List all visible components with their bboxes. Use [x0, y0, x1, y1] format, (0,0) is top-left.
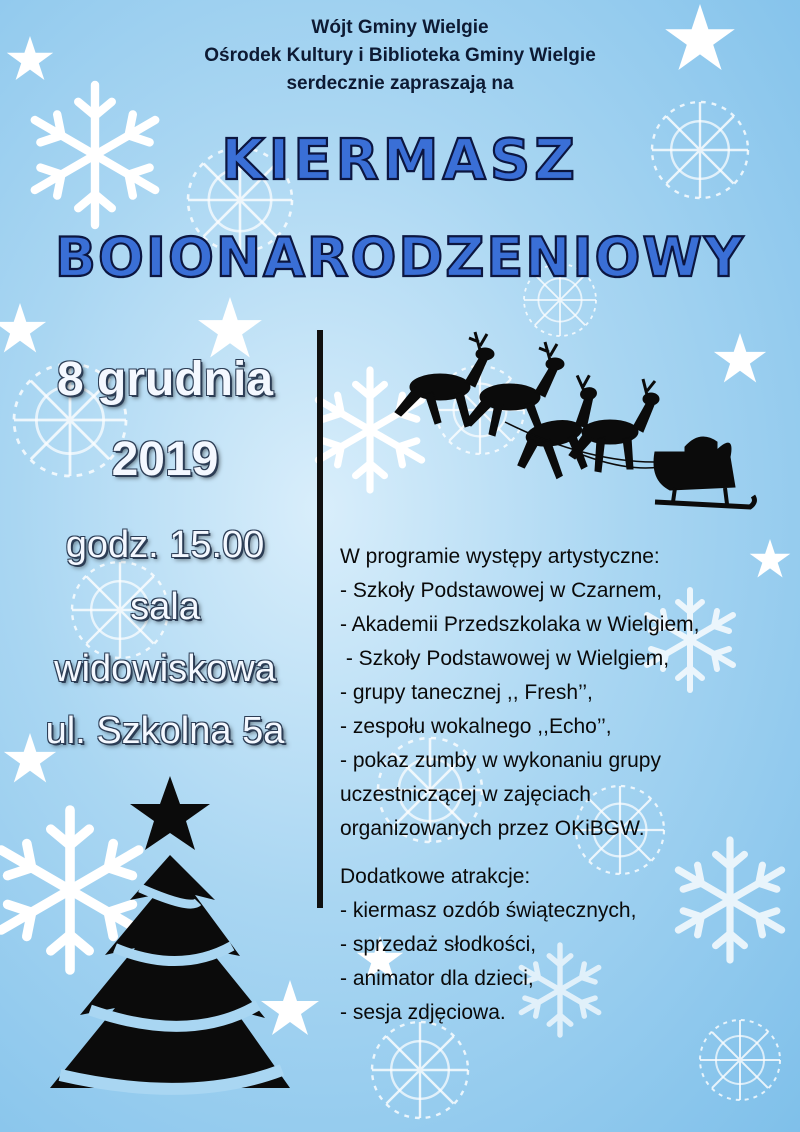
attraction-item: - animator dla dzieci, — [340, 967, 534, 990]
attraction-item: - sesja zdjęciowa. — [340, 1001, 506, 1024]
christmas-tree-icon — [20, 770, 320, 1110]
program-item: - pokaz zumby w wykonaniu grupy — [340, 749, 661, 772]
organizer-line-1: Wójt Gminy Wielgie — [311, 17, 489, 38]
snowflake-icon — [372, 1022, 468, 1118]
organizer-line-2: Ośrodek Kultury i Biblioteka Gminy Wielgie — [204, 45, 596, 66]
snowflake-icon — [700, 1020, 780, 1100]
program-item: - Szkoły Podstawowej w Czarnem, — [340, 579, 663, 602]
reindeer-sleigh-icon — [385, 312, 785, 527]
attraction-item: - sprzedaż słodkości, — [340, 933, 537, 956]
attraction-item: - kiermasz ozdób świątecznych, — [340, 899, 637, 922]
event-title-line-1: KIERMASZ — [221, 128, 579, 193]
program-section — [340, 540, 790, 1030]
program-item: - grupy tanecznej ,, Fresh’’, — [340, 681, 593, 704]
program-item: - Szkoły Podstawowej w Wielgiem, — [340, 647, 670, 670]
event-date-day: 8 grudnia — [56, 353, 274, 406]
star-icon — [0, 303, 46, 353]
event-time: godz. 15.00 — [65, 524, 265, 566]
program-item: - zespołu wokalnego ,,Echo’’, — [340, 715, 612, 738]
program-item: organizowanych przez OKiBGW. — [340, 817, 645, 840]
star-icon — [130, 776, 210, 850]
event-venue-line-1: sala — [130, 586, 200, 628]
organizers-header — [0, 14, 800, 98]
star-icon — [198, 297, 262, 358]
program-heading: W programie występy artystyczne: — [340, 545, 660, 568]
event-title-line-2: BOIONARODZENIOWY — [54, 226, 746, 289]
program-item: uczestniczącej w zajęciach — [340, 783, 591, 806]
event-address: ul. Szkolna 5a — [45, 710, 285, 752]
event-venue-line-2: widowiskowa — [54, 648, 276, 690]
invitation-line: serdecznie zapraszają na — [286, 73, 514, 94]
program-item: - Akademii Przedszkolaka w Wielgiem, — [340, 613, 700, 636]
event-date-year: 2019 — [111, 433, 219, 486]
attractions-heading: Dodatkowe atrakcje: — [340, 865, 531, 888]
